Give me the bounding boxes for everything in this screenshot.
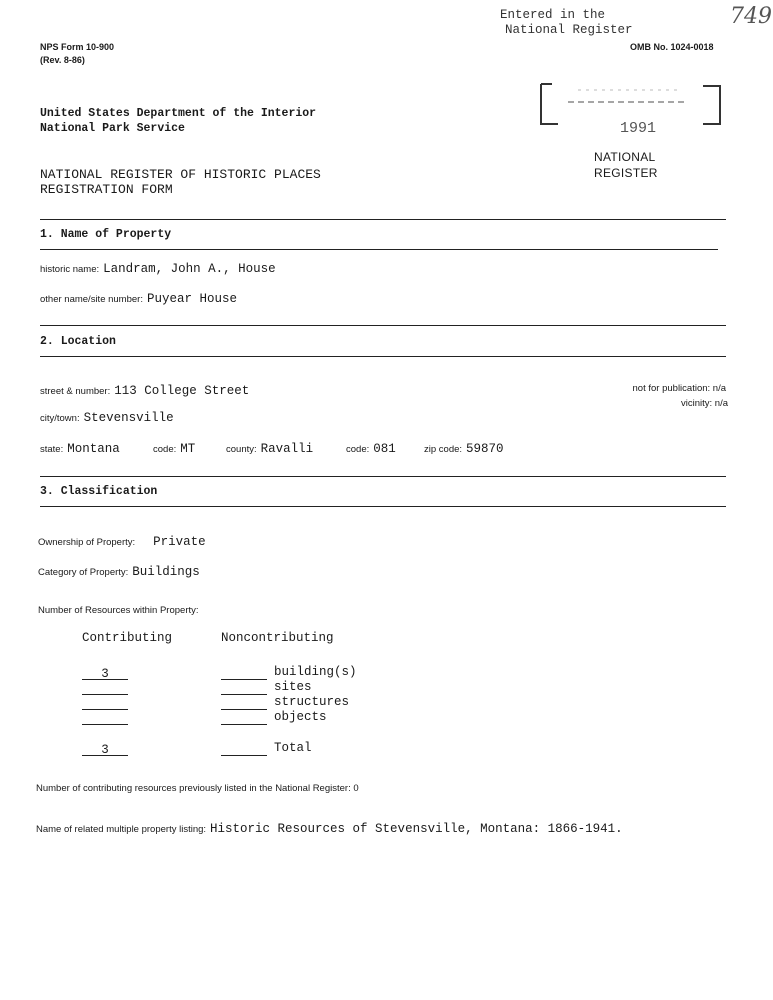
state-code-value: MT: [180, 442, 196, 456]
column-noncontributing: Noncontributing: [221, 631, 334, 645]
total-label: Total: [274, 741, 312, 755]
total-noncontributing: [221, 743, 267, 756]
resource-row: [82, 707, 128, 725]
historic-name-label: historic name:: [40, 264, 100, 275]
reference-number: 749: [730, 4, 772, 29]
street-value: 113 College Street: [114, 384, 250, 398]
resource-type: sites: [274, 680, 312, 694]
historic-name-value: Landram, John A., House: [103, 262, 276, 276]
mpl-value: Historic Resources of Stevensville, Montana: 1866-1941.: [210, 822, 623, 836]
ownership-label: Ownership of Property:: [38, 537, 136, 548]
city-label: city/town:: [40, 413, 80, 424]
section-3-heading: 3. Classification: [40, 485, 158, 498]
county-label: county:: [226, 444, 257, 455]
resource-type: objects: [274, 710, 327, 724]
omb-number: OMB No. 1024-0018: [630, 42, 714, 52]
section-1-heading: 1. Name of Property: [40, 228, 172, 241]
entered-note: Entered in the: [500, 8, 606, 22]
city-row: [40, 408, 174, 426]
multiple-property-listing: [36, 819, 623, 837]
other-name-label: other name/site number:: [40, 294, 143, 305]
city-value: Stevensville: [83, 411, 174, 425]
divider: [40, 356, 726, 357]
state-label: state:: [40, 444, 64, 455]
total-row: [82, 738, 128, 756]
contributing-count: [82, 712, 128, 725]
other-name-value: Puyear House: [146, 292, 237, 306]
service-name: National Park Service: [40, 122, 185, 135]
state-value: Montana: [67, 442, 120, 456]
stamp-register: REGISTER: [594, 166, 658, 180]
street-row: [40, 381, 249, 399]
zip-value: 59870: [466, 442, 504, 456]
county-row: [226, 439, 313, 457]
category-value: Buildings: [132, 565, 200, 579]
resource-type: building(s): [274, 665, 357, 679]
national-register-note: National Register: [505, 23, 633, 37]
zip-row: [424, 439, 504, 457]
county-value: Ravalli: [260, 442, 314, 456]
divider: [40, 325, 726, 326]
department-name: United States Department of the Interior: [40, 107, 317, 120]
ownership-row: [38, 532, 206, 550]
total-row: [221, 738, 312, 756]
contributing-count: 3: [82, 667, 128, 680]
vicinity: vicinity: n/a: [681, 398, 728, 409]
noncontributing-count: [221, 712, 267, 725]
resource-type: structures: [274, 695, 350, 709]
previously-listed: Number of contributing resources previously listed in the National Register: 0: [36, 783, 359, 794]
section-2-heading: 2. Location: [40, 335, 116, 348]
form-id: NPS Form 10-900: [40, 42, 115, 52]
mpl-label: Name of related multiple property listing:: [36, 824, 207, 835]
category-row: [38, 562, 200, 580]
divider: [40, 476, 726, 477]
state-row: [40, 439, 120, 457]
state-code-row: [153, 439, 195, 457]
resource-row: [221, 707, 327, 725]
resources-label: Number of Resources within Property:: [38, 605, 199, 616]
divider: [40, 506, 726, 507]
form-revision: (Rev. 8-86): [40, 55, 85, 65]
divider: [40, 249, 718, 250]
ownership-value: Private: [153, 535, 206, 549]
other-name-row: [40, 289, 237, 307]
divider: [40, 219, 726, 220]
county-code-value: 081: [373, 442, 396, 456]
zip-label: zip code:: [424, 444, 463, 455]
stamp-date: 1991: [620, 120, 657, 137]
street-label: street & number:: [40, 386, 111, 397]
state-code-label: code:: [153, 444, 177, 455]
stamp-national: NATIONAL: [594, 150, 656, 164]
column-contributing: Contributing: [82, 631, 173, 645]
historic-name-row: [40, 259, 276, 277]
form-title-line-2: REGISTRATION FORM: [40, 182, 173, 197]
total-contributing: 3: [82, 743, 128, 756]
county-code-label: code:: [346, 444, 370, 455]
form-title-line-1: NATIONAL REGISTER OF HISTORIC PLACES: [40, 167, 321, 182]
not-for-publication: not for publication: n/a: [632, 383, 726, 394]
county-code-row: [346, 439, 396, 457]
category-label: Category of Property:: [38, 567, 129, 578]
